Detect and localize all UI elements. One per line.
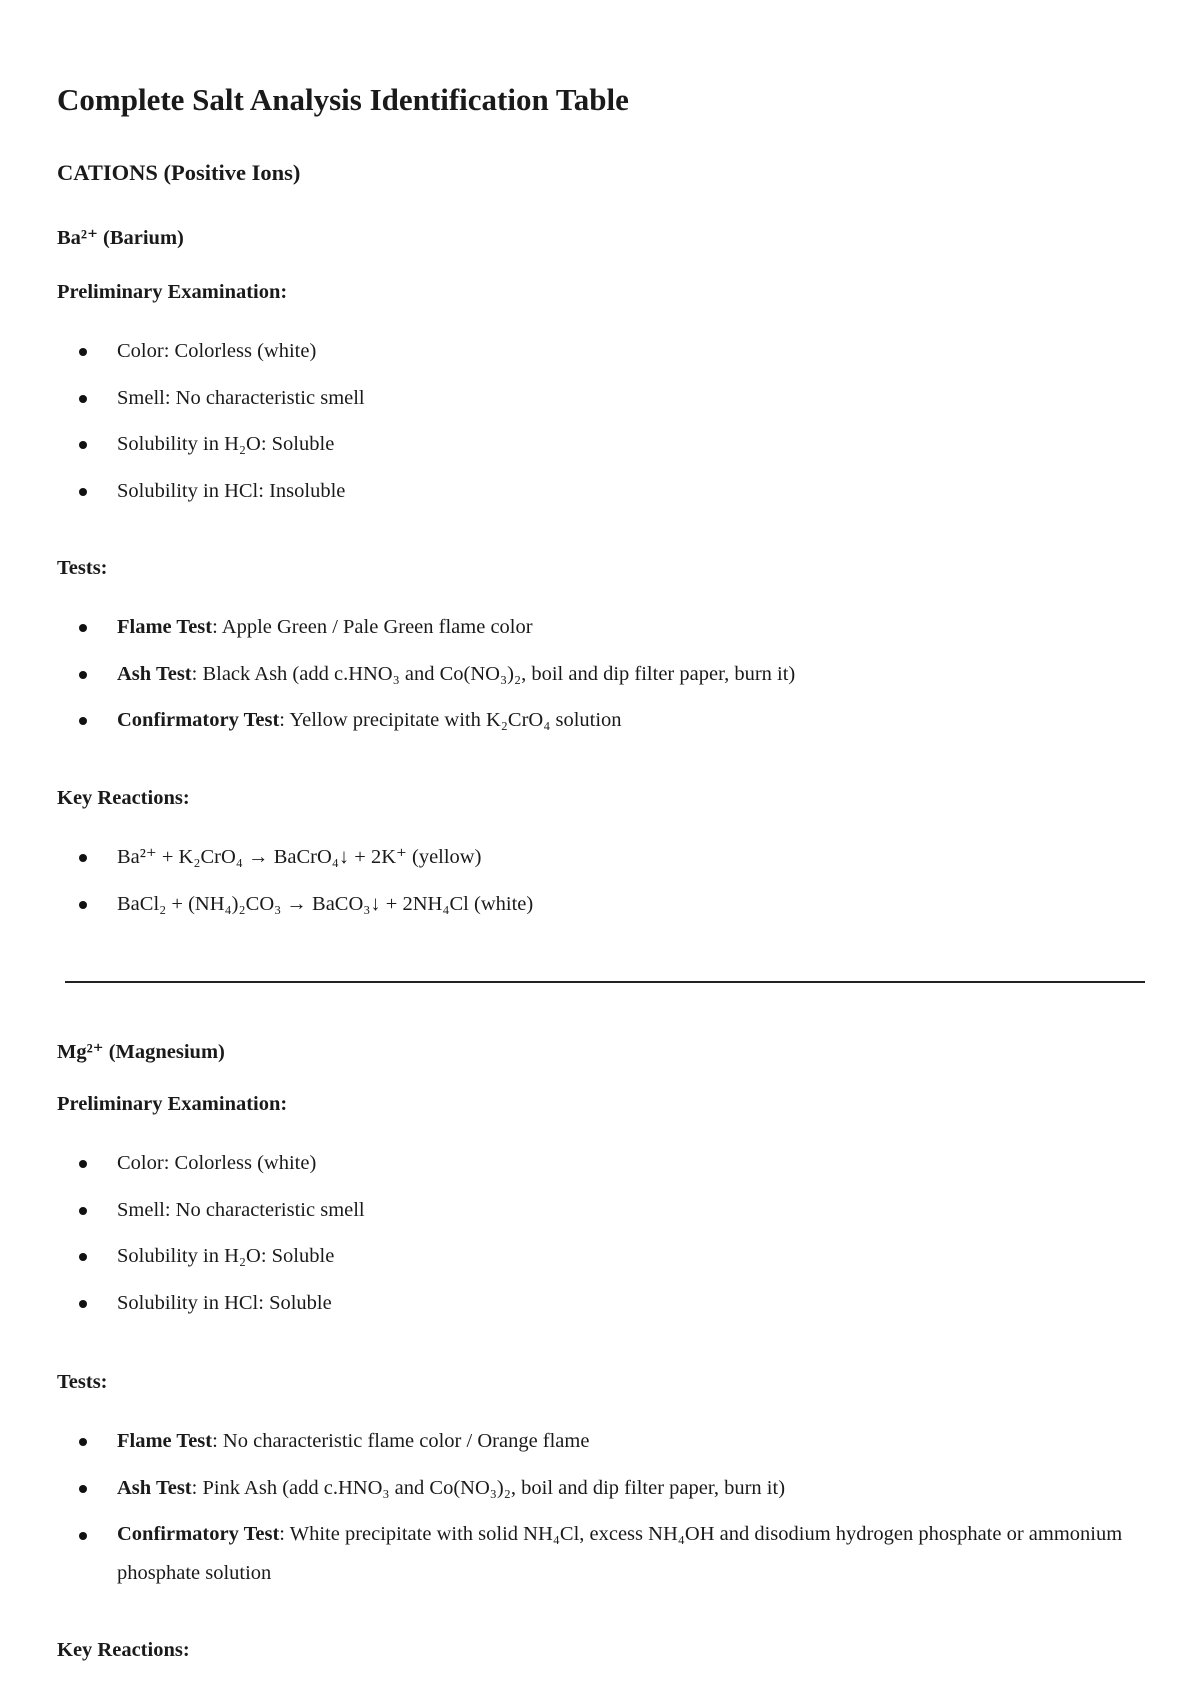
- section-divider: [65, 981, 1145, 983]
- test-description: : Yellow precipitate with K₂CrO₄ solution: [279, 709, 622, 731]
- barium-preliminary-list: [0, 328, 1200, 514]
- barium-reactions-label: Key Reactions:: [57, 787, 190, 809]
- list-item: Solubility in HCl: Soluble: [0, 1280, 1200, 1327]
- test-description: : No characteristic flame color / Orange flame: [212, 1430, 590, 1452]
- test-name: Flame Test: [117, 1430, 213, 1452]
- barium-tests-list: [0, 604, 1200, 744]
- list-item: [0, 1511, 1200, 1593]
- test-description: : Apple Green / Pale Green flame color: [212, 616, 533, 638]
- list-item: Ba²⁺ + K₂CrO₄ → BaCrO₄↓ + 2K⁺ (yellow): [0, 834, 1200, 881]
- barium-reactions-list: [0, 834, 1200, 927]
- magnesium-heading: Mg²⁺ (Magnesium): [57, 1041, 225, 1063]
- magnesium-tests-label: Tests:: [57, 1371, 108, 1393]
- test-name: Ash Test: [117, 1476, 192, 1499]
- test-description: : Black Ash (add c.HNO₃ and Co(NO₃)₂, boil and dip filter paper, burn it): [191, 662, 796, 685]
- list-item: Solubility in H₂O: Soluble: [0, 1233, 1200, 1280]
- section-heading-cations: CATIONS (Positive Ions): [57, 160, 301, 185]
- test-description: : White precipitate with solid NH₄Cl, excess NH₄OH and disodium hydrogen phosphate or ammonium phosphate solution: [117, 1523, 1123, 1584]
- test-description: : Pink Ash (add c.HNO₃ and Co(NO₃)₂, boil and dip filter paper, burn it): [191, 1476, 786, 1499]
- document-title: Complete Salt Analysis Identification Table: [57, 82, 629, 117]
- list-item: Smell: No characteristic smell: [0, 375, 1200, 422]
- list-item: Color: Colorless (white): [0, 1140, 1200, 1187]
- list-item: BaCl₂ + (NH₄)₂CO₃ → BaCO₃↓ + 2NH₄Cl (white): [0, 881, 1200, 928]
- test-name: Ash Test: [117, 662, 192, 685]
- list-item: Solubility in HCl: Insoluble: [0, 468, 1200, 515]
- list-item: [0, 1418, 1200, 1465]
- magnesium-reactions-label: Key Reactions:: [57, 1639, 190, 1661]
- barium-tests-label: Tests:: [57, 557, 108, 579]
- list-item: [0, 1465, 1200, 1512]
- list-item: [0, 604, 1200, 651]
- list-item: Smell: No characteristic smell: [0, 1187, 1200, 1234]
- list-item: [0, 697, 1200, 744]
- list-item: [0, 651, 1200, 698]
- magnesium-preliminary-list: [0, 1140, 1200, 1326]
- list-item: Solubility in H₂O: Soluble: [0, 421, 1200, 468]
- barium-heading: Ba²⁺ (Barium): [57, 227, 184, 249]
- magnesium-tests-list: [0, 1418, 1200, 1593]
- barium-preliminary-label: Preliminary Examination:: [57, 281, 288, 303]
- test-name: Confirmatory Test: [117, 709, 280, 731]
- list-item: Color: Colorless (white): [0, 328, 1200, 375]
- test-name: Confirmatory Test: [117, 1523, 280, 1545]
- magnesium-preliminary-label: Preliminary Examination:: [57, 1093, 288, 1115]
- test-name: Flame Test: [117, 616, 213, 638]
